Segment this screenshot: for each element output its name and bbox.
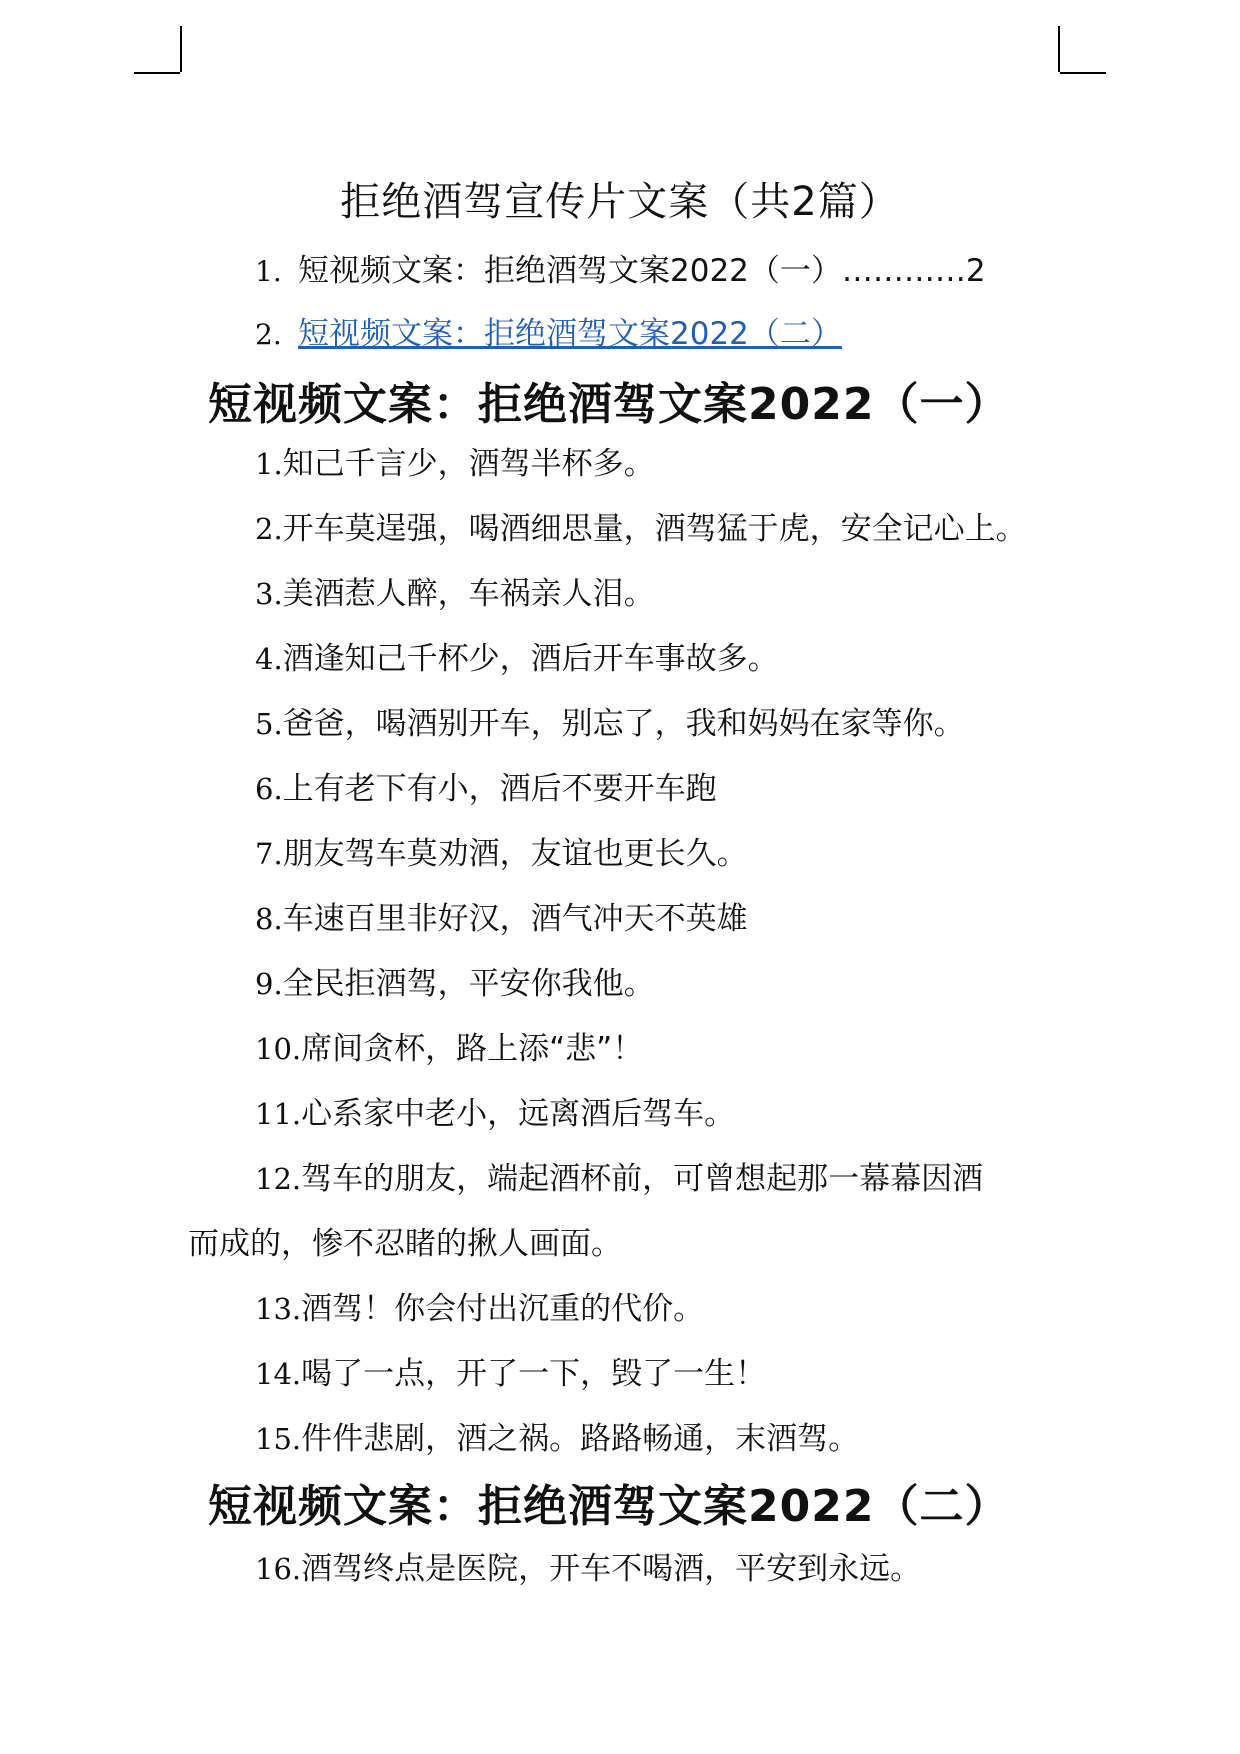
list-item: 4.酒逢知己千杯少，酒后开车事故多。 (255, 641, 779, 677)
list-item: 1.知己千言少，酒驾半杯多。 (255, 446, 655, 482)
list-item: 14.喝了一点，开了一下，毁了一生！ (255, 1356, 767, 1392)
list-item: 9.全民拒酒驾，平安你我他。 (255, 966, 655, 1002)
toc-entry-1[interactable] (255, 245, 986, 290)
toc-entry-2[interactable] (255, 308, 842, 353)
list-item: 10.席间贪杯，路上添“悲”！ (255, 1031, 644, 1067)
crop-mark-top-right-h (1060, 72, 1106, 74)
crop-mark-top-left-h (134, 72, 180, 74)
crop-mark-top-right-v (1058, 26, 1060, 72)
list-item: 15.件件悲剧，酒之祸。路路畅通，末酒驾。 (255, 1421, 860, 1457)
list-item: 8.车速百里非好汉，酒气冲天不英雄 (255, 901, 748, 937)
document-title: 拒绝酒驾宣传片文案（共2篇） (340, 179, 900, 225)
list-item: 12.驾车的朋友，端起酒杯前，可曾想起那一幕幕因酒 (255, 1161, 984, 1197)
list-item: 5.爸爸，喝酒别开车，别忘了，我和妈妈在家等你。 (255, 706, 965, 742)
list-item: 11.心系家中老小，远离酒后驾车。 (255, 1096, 736, 1132)
section-heading-1: 短视频文案：拒绝酒驾文案2022（一） (208, 379, 1010, 430)
list-item-continuation: 而成的，惨不忍睹的揪人画面。 (188, 1226, 622, 1262)
toc-number: 1. (255, 255, 282, 288)
list-item: 3.美酒惹人醉，车祸亲人泪。 (255, 576, 655, 612)
list-item: 6.上有老下有小，酒后不要开车跑 (255, 771, 717, 807)
section-heading-2: 短视频文案：拒绝酒驾文案2022（二） (208, 1481, 1010, 1532)
list-item: 16.酒驾终点是医院，开车不喝酒，平安到永远。 (255, 1551, 922, 1587)
list-item: 13.酒驾！你会付出沉重的代价。 (255, 1291, 705, 1327)
toc-text: 短视频文案：拒绝酒驾文案2022（一）…………2 (298, 253, 986, 289)
crop-mark-top-left-v (180, 26, 182, 72)
toc-link[interactable]: 短视频文案：拒绝酒驾文案2022（二） (298, 316, 842, 352)
toc-number: 2. (255, 318, 282, 351)
list-item: 7.朋友驾车莫劝酒，友谊也更长久。 (255, 836, 748, 872)
list-item: 2.开车莫逞强，喝酒细思量，酒驾猛于虎，安全记心上。 (255, 511, 1027, 547)
